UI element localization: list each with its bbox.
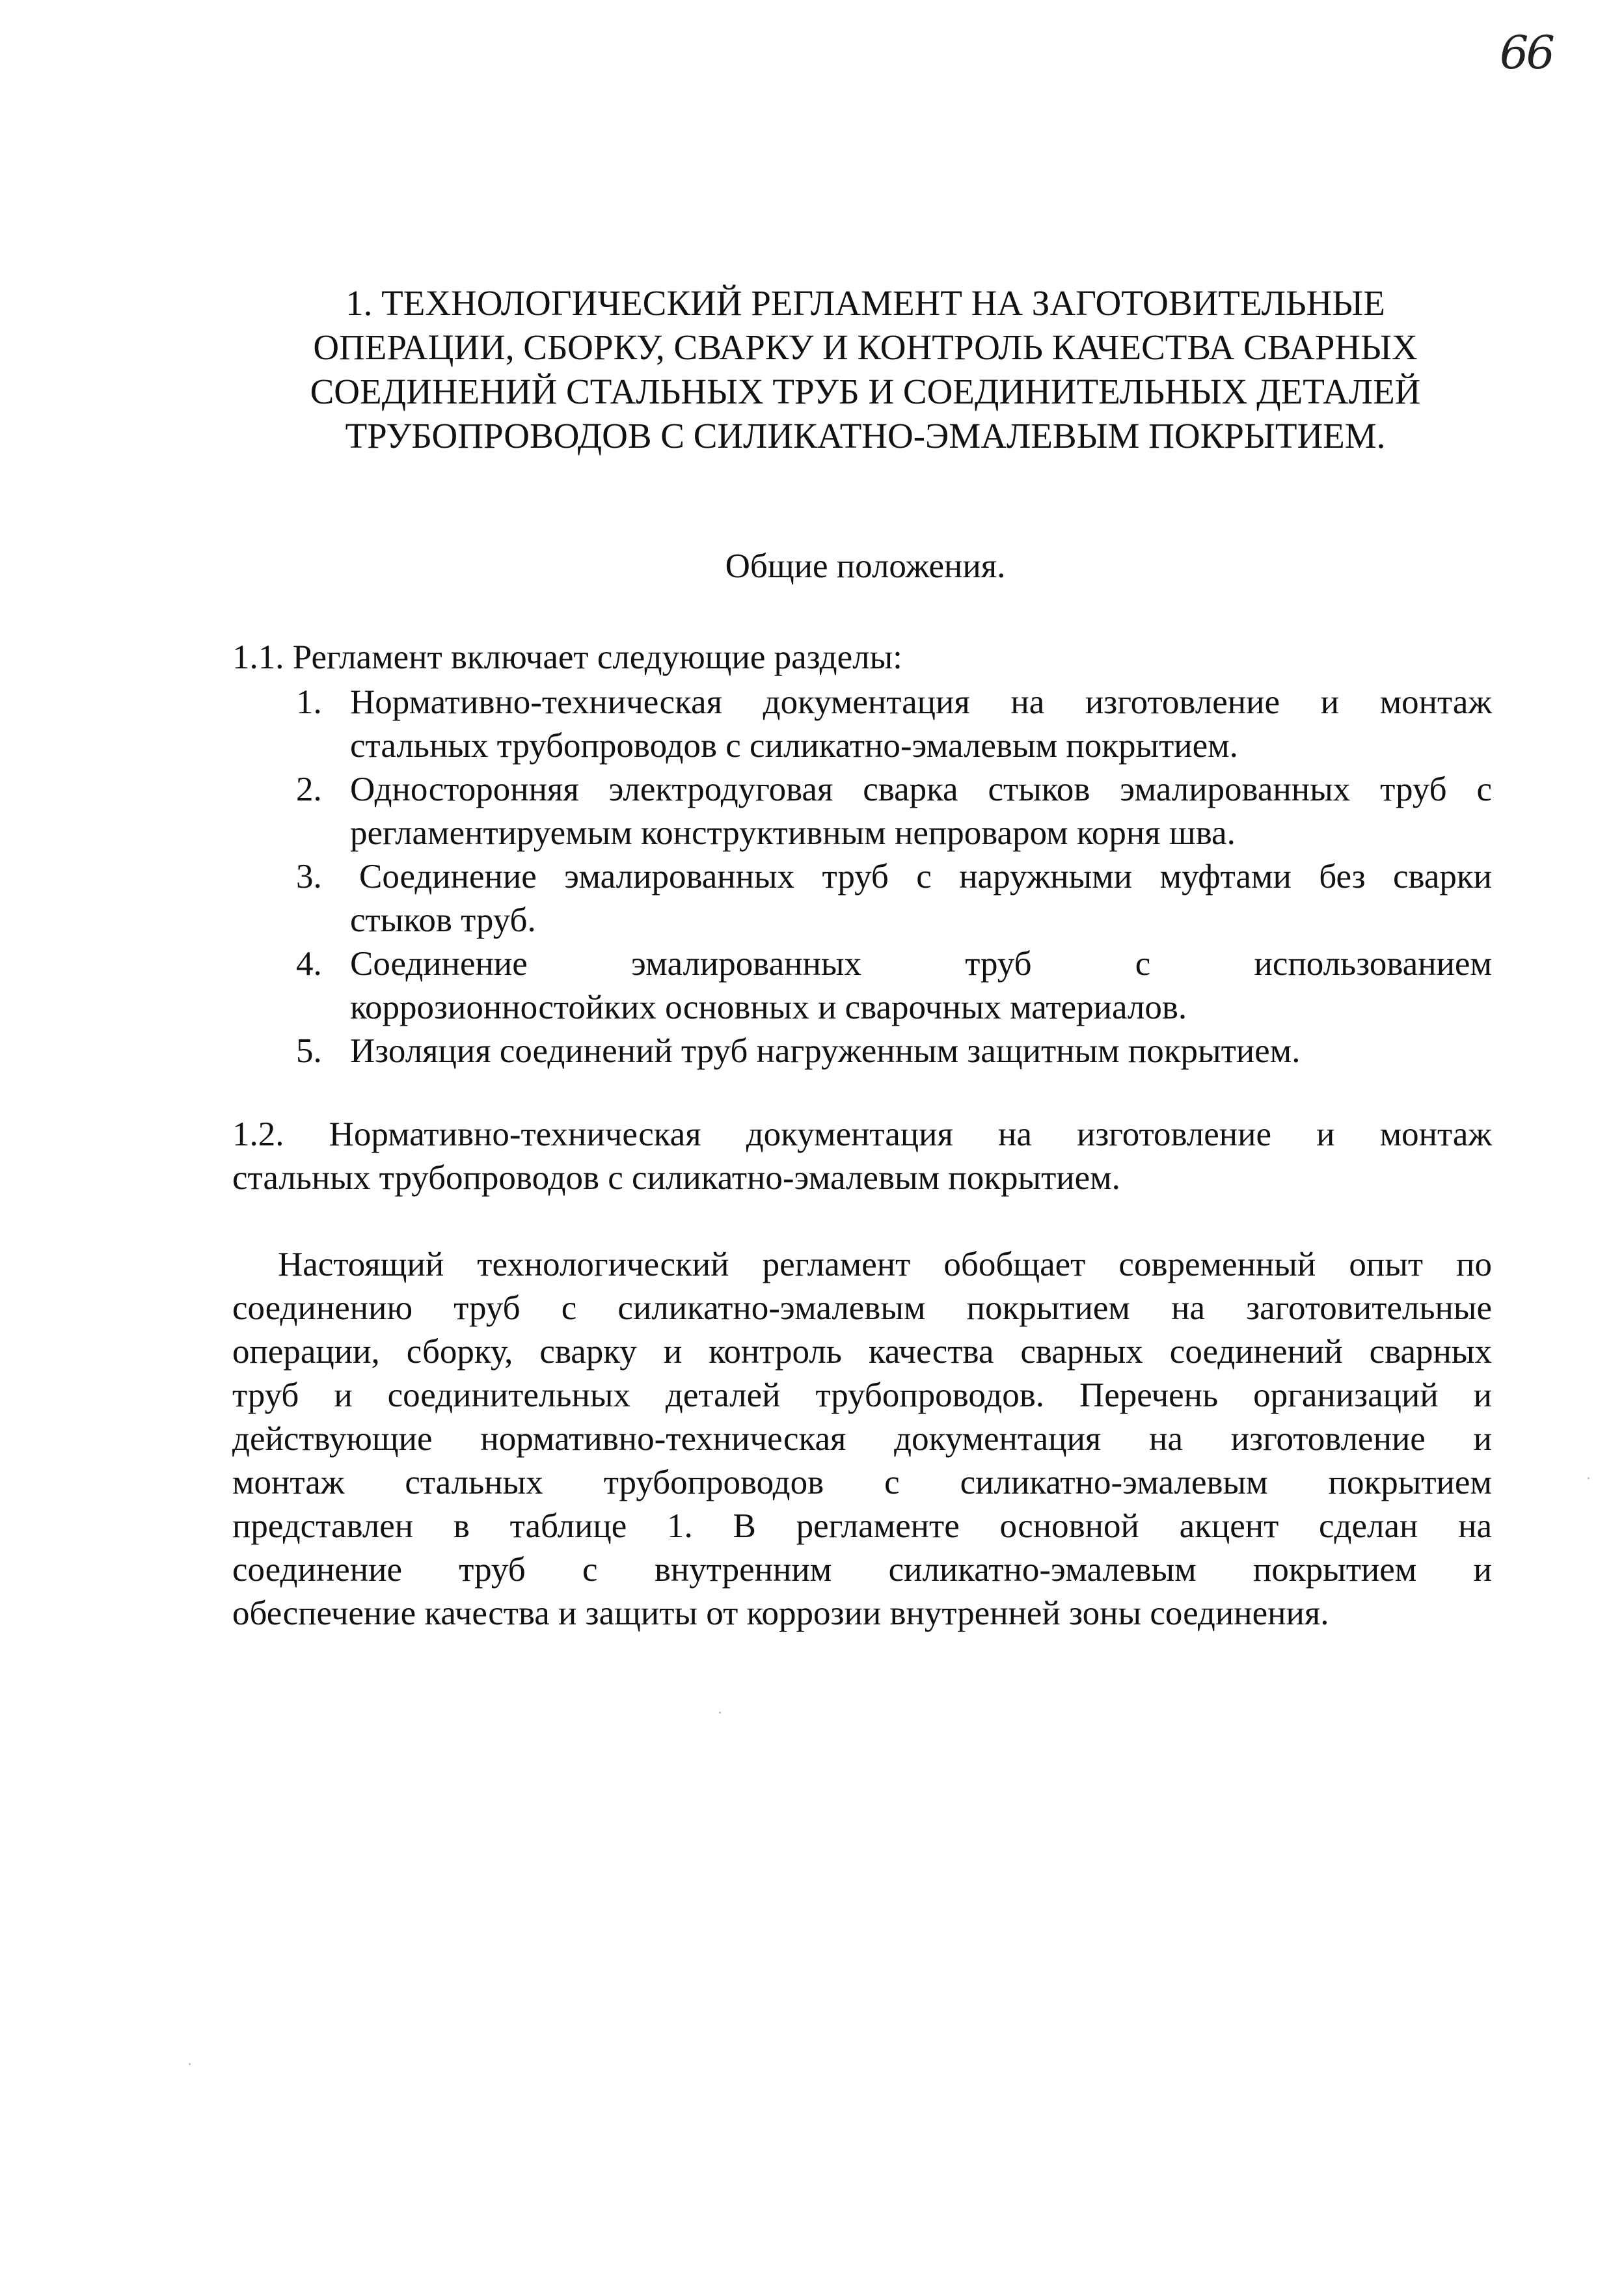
list-item-line: стыков труб. [350, 901, 536, 939]
list-item-number: 2. [296, 771, 322, 808]
list-item-line: стальных трубопроводов с силикатно-эмалевым покрытием. [350, 727, 1238, 765]
title-line: 1. ТЕХНОЛОГИЧЕСКИЙ РЕГЛАМЕНТ НА ЗАГОТОВИТЕЛЬНЫЕ [345, 283, 1385, 323]
list-item [296, 1030, 1492, 1073]
list-item [296, 768, 1492, 855]
section-1-1-heading: 1.1. Регламент включает следующие разделы: [232, 638, 902, 676]
paragraph-line: соединению труб с силикатно-эмалевым покрытием на заготовительные [232, 1289, 1492, 1327]
list-item-number: 1. [296, 683, 322, 721]
list-item-number: 5. [296, 1032, 322, 1070]
list-item-line: Соединение эмалированных труб с наружными муфтами без сварки [359, 858, 1492, 895]
paragraph-line: обеспечение качества и защиты от коррозии внутренней зоны соединения. [232, 1594, 1329, 1632]
scan-speck [1588, 1477, 1590, 1479]
section-1-2-paragraph [232, 1113, 1492, 1200]
paragraph-line: стальных трубопроводов с силикатно-эмалевым покрытием. [232, 1159, 1120, 1197]
paragraph-line: операции, сборку, сварку и контроль качества сварных соединений сварных [232, 1333, 1492, 1371]
handwritten-page-number: 66 [1499, 26, 1552, 79]
list-item [296, 681, 1492, 768]
list-item [296, 855, 1492, 942]
section-subtitle: Общие положения. [725, 547, 1006, 585]
list-item-line: Соединение эмалированных труб с использованием [350, 945, 1492, 983]
title-line: ТРУБОПРОВОДОВ С СИЛИКАТНО-ЭМАЛЕВЫМ ПОКРЫТИЕМ. [345, 416, 1386, 456]
title-line: ОПЕРАЦИИ, СБОРКУ, СВАРКУ И КОНТРОЛЬ КАЧЕСТВА СВАРНЫХ [313, 327, 1418, 367]
list-item-line: Односторонняя электродуговая сварка стыков эмалированных труб с [350, 771, 1492, 808]
paragraph-line: представлен в таблице 1. В регламенте основной акцент сделан на [232, 1507, 1492, 1545]
document-title [215, 281, 1516, 458]
body-paragraph [232, 1243, 1492, 1635]
scan-speck [719, 1712, 721, 1714]
title-line: СОЕДИНЕНИЙ СТАЛЬНЫХ ТРУБ И СОЕДИНИТЕЛЬНЫХ ДЕТАЛЕЙ [310, 372, 1421, 411]
paragraph-line: 1.2. Нормативно-техническая документация на изготовление и монтаж [232, 1115, 1492, 1153]
list-item-number: 3. [296, 858, 322, 895]
paragraph-line: действующие нормативно-техническая документация на изготовление и [232, 1420, 1492, 1458]
sections-list [296, 681, 1492, 1073]
list-item-line: Изоляция соединений труб нагруженным защитным покрытием. [350, 1032, 1301, 1070]
paragraph-line: Настоящий технологический регламент обобщает современный опыт по [278, 1246, 1492, 1283]
list-item-line: Нормативно-техническая документация на изготовление и монтаж [350, 683, 1492, 721]
list-item-number: 4. [296, 945, 322, 983]
list-item-line: коррозионностойких основных и сварочных материалов. [350, 989, 1187, 1026]
list-item [296, 942, 1492, 1030]
paragraph-line: монтаж стальных трубопроводов с силикатно-эмалевым покрытием [232, 1464, 1492, 1501]
scan-speck [189, 2063, 191, 2065]
list-item-line: регламентируемым конструктивным непроваром корня шва. [350, 814, 1236, 852]
paragraph-line: соединение труб с внутренним силикатно-эмалевым покрытием и [232, 1551, 1492, 1589]
paragraph-line: труб и соединительных деталей трубопроводов. Перечень организаций и [232, 1376, 1492, 1414]
